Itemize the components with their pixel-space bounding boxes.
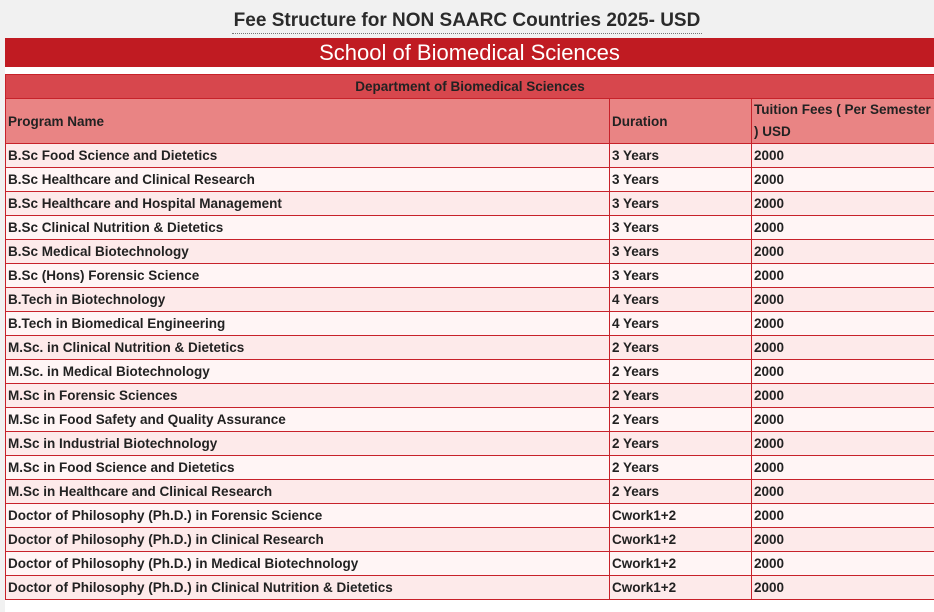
program-name-cell: Doctor of Philosophy (Ph.D.) in Forensic Science [6, 504, 610, 528]
duration-cell: 3 Years [610, 144, 752, 168]
fee-cell: 2000 [752, 288, 934, 312]
fee-cell: 2000 [752, 384, 934, 408]
duration-cell: 3 Years [610, 192, 752, 216]
table-row [6, 480, 934, 504]
duration-cell: 3 Years [610, 240, 752, 264]
fee-cell: 2000 [752, 528, 934, 552]
department-row [6, 75, 934, 99]
program-name-cell: M.Sc in Industrial Biotechnology [6, 432, 610, 456]
fee-cell: 2000 [752, 192, 934, 216]
fee-cell: 2000 [752, 312, 934, 336]
table-row [6, 216, 934, 240]
fee-cell: 2000 [752, 552, 934, 576]
fee-cell: 2000 [752, 504, 934, 528]
column-header-program: Program Name [6, 99, 610, 144]
fee-cell: 2000 [752, 264, 934, 288]
table-row [6, 240, 934, 264]
program-name-cell: B.Sc Medical Biotechnology [6, 240, 610, 264]
program-name-cell: M.Sc in Food Safety and Quality Assurance [6, 408, 610, 432]
program-name-cell: B.Sc Food Science and Dietetics [6, 144, 610, 168]
page-title: Fee Structure for NON SAARC Countries 2025- USD [232, 10, 703, 34]
duration-cell: Cwork1+2 [610, 552, 752, 576]
fee-cell: 2000 [752, 360, 934, 384]
table-row [6, 552, 934, 576]
table-row [6, 336, 934, 360]
program-name-cell: B.Sc Healthcare and Clinical Research [6, 168, 610, 192]
duration-cell: 2 Years [610, 384, 752, 408]
table-row [6, 408, 934, 432]
program-name-cell: B.Sc Clinical Nutrition & Dietetics [6, 216, 610, 240]
fee-table [5, 74, 934, 600]
school-header: School of Biomedical Sciences [5, 38, 934, 67]
program-name-cell: M.Sc in Healthcare and Clinical Research [6, 480, 610, 504]
table-row [6, 192, 934, 216]
fee-cell: 2000 [752, 408, 934, 432]
program-name-cell: B.Sc (Hons) Forensic Science [6, 264, 610, 288]
table-header-row [6, 99, 934, 144]
table-row [6, 576, 934, 600]
table-row [6, 432, 934, 456]
program-name-cell: M.Sc. in Clinical Nutrition & Dietetics [6, 336, 610, 360]
fee-sheet [5, 38, 934, 612]
table-row [6, 384, 934, 408]
duration-cell: 2 Years [610, 480, 752, 504]
duration-cell: 3 Years [610, 264, 752, 288]
program-name-cell: Doctor of Philosophy (Ph.D.) in Medical Biotechnology [6, 552, 610, 576]
table-row [6, 456, 934, 480]
duration-cell: 2 Years [610, 408, 752, 432]
program-name-cell: M.Sc in Food Science and Dietetics [6, 456, 610, 480]
fee-cell: 2000 [752, 456, 934, 480]
program-name-cell: B.Tech in Biotechnology [6, 288, 610, 312]
program-name-cell: Doctor of Philosophy (Ph.D.) in Clinical Nutrition & Dietetics [6, 576, 610, 600]
program-name-cell: M.Sc. in Medical Biotechnology [6, 360, 610, 384]
fee-cell: 2000 [752, 480, 934, 504]
spacer [5, 67, 934, 74]
table-row [6, 360, 934, 384]
duration-cell: 3 Years [610, 168, 752, 192]
duration-cell: 2 Years [610, 360, 752, 384]
program-name-cell: Doctor of Philosophy (Ph.D.) in Clinical Research [6, 528, 610, 552]
program-name-cell: B.Tech in Biomedical Engineering [6, 312, 610, 336]
column-header-duration: Duration [610, 99, 752, 144]
duration-cell: Cwork1+2 [610, 504, 752, 528]
duration-cell: 4 Years [610, 288, 752, 312]
fee-cell: 2000 [752, 240, 934, 264]
fee-cell: 2000 [752, 216, 934, 240]
title-wrap [0, 0, 934, 38]
duration-cell: 2 Years [610, 432, 752, 456]
table-row [6, 504, 934, 528]
program-name-cell: M.Sc in Forensic Sciences [6, 384, 610, 408]
duration-cell: 2 Years [610, 456, 752, 480]
duration-cell: Cwork1+2 [610, 528, 752, 552]
table-row [6, 264, 934, 288]
table-row [6, 168, 934, 192]
table-row [6, 288, 934, 312]
duration-cell: Cwork1+2 [610, 576, 752, 600]
fee-cell: 2000 [752, 168, 934, 192]
duration-cell: 2 Years [610, 336, 752, 360]
duration-cell: 4 Years [610, 312, 752, 336]
table-row [6, 312, 934, 336]
fee-cell: 2000 [752, 336, 934, 360]
duration-cell: 3 Years [610, 216, 752, 240]
fee-cell: 2000 [752, 432, 934, 456]
fee-cell: 2000 [752, 576, 934, 600]
table-row [6, 144, 934, 168]
fee-cell: 2000 [752, 144, 934, 168]
table-row [6, 528, 934, 552]
column-header-fees: Tuition Fees ( Per Semester ) USD [752, 99, 934, 144]
department-title: Department of Biomedical Sciences [6, 75, 934, 99]
program-name-cell: B.Sc Healthcare and Hospital Management [6, 192, 610, 216]
